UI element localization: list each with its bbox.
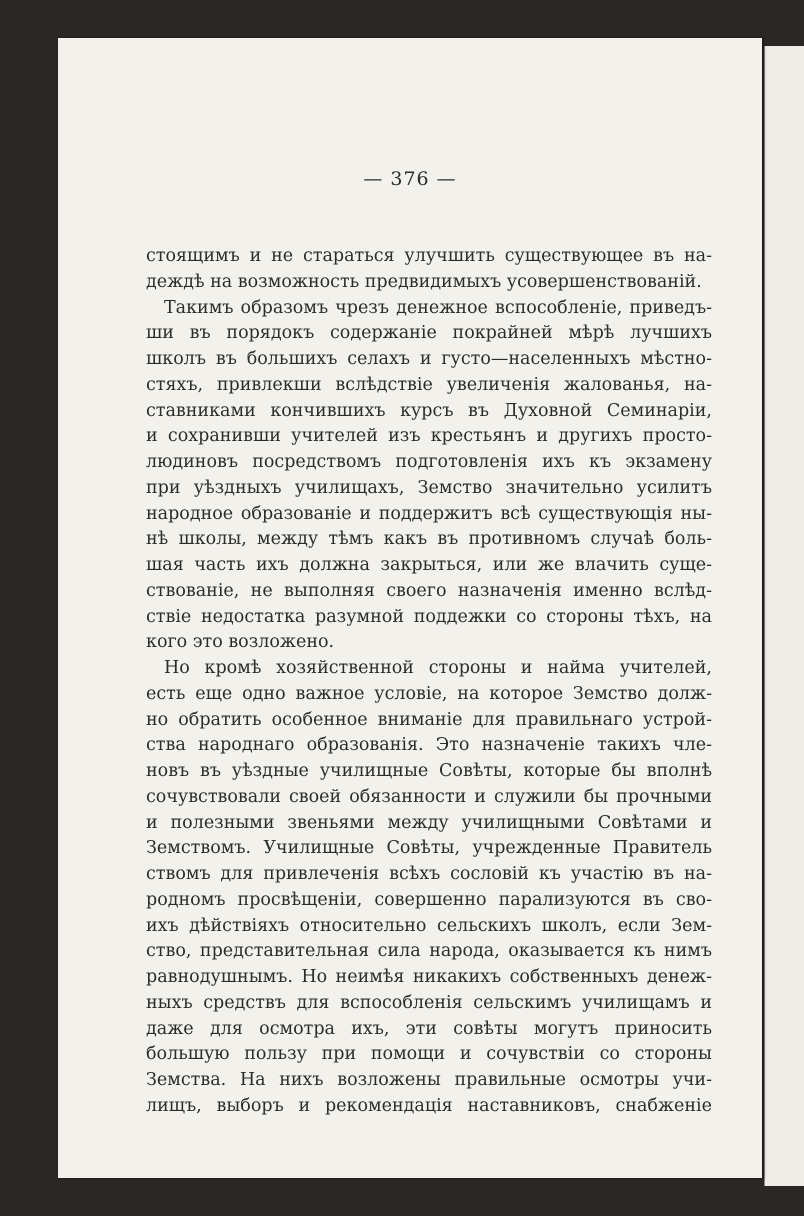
text-line: новъ въ уѣздные училищные Совѣты, которые бы вполнѣ — [146, 761, 712, 781]
text-line: и полезными звеньями между училищными Совѣтами и — [146, 812, 712, 833]
body-text — [146, 244, 712, 1120]
text-line: ставниками кончившихъ курсъ въ Духовной Семинаріи, — [146, 400, 712, 421]
adjacent-page-edge — [764, 46, 804, 1186]
text-line: деждѣ на возможность предвидимыхъ усовершенствованій. — [146, 271, 702, 292]
text-line: ши въ порядокъ содержаніе покрайней мѣрѣ лучшихъ — [146, 323, 712, 344]
text-line: ство, представительная сила народа, оказывается къ нимъ — [146, 941, 712, 962]
text-line: сочувствовали своей обязанности и служили бы прочными — [146, 786, 712, 807]
text-line: кого это возложено. — [146, 632, 335, 653]
text-line: стоящимъ и не стараться улучшить существующее въ на- — [146, 246, 712, 266]
text-line: есть еще одно важное условіе, на которое Земство долж- — [146, 683, 712, 704]
text-line: но обратить особенное вниманіе для правильнаго устрой- — [146, 709, 712, 730]
text-line: даже для осмотра ихъ, эти совѣты могутъ приносить — [146, 1018, 712, 1039]
text-line: стяхъ, привлекши вслѣдствіе увеличенія жалованья, на- — [146, 374, 712, 395]
page-number: — 376 — — [363, 168, 457, 190]
text-line: лищъ, выборъ и рекомендація наставниковъ, снабженіе — [146, 1095, 712, 1116]
text-line: большую пользу при помощи и сочувствіи со стороны — [146, 1044, 712, 1065]
text-line: ства народнаго образованія. Это назначеніе такихъ чле- — [146, 735, 712, 756]
text-line: ствомъ для привлеченія всѣхъ сословій къ участію въ на- — [146, 864, 712, 884]
text-line: Но кромѣ хозяйственной стороны и найма учителей, — [164, 658, 712, 678]
text-line: и сохранивши учителей изъ крестьянъ и другихъ просто- — [146, 426, 712, 447]
text-line: Земствомъ. Училищные Совѣты, учрежденные Правитель — [146, 838, 712, 859]
text-line: Такимъ образомъ чрезъ денежное вспособленіе, приведъ- — [164, 297, 712, 318]
text-line: ствіе недостатка разумной поддежки со стороны тѣхъ, на — [146, 606, 712, 627]
text-line: родномъ просвѣщеніи, совершенно парализуются въ сво- — [146, 889, 712, 910]
text-line: ихъ дѣйствіяхъ относительно сельскихъ школъ, если Зем- — [146, 915, 712, 936]
text-line: ныхъ средствъ для вспособленія сельскимъ училищамъ и — [146, 992, 712, 1013]
text-line: школъ въ большихъ селахъ и густо—населенныхъ мѣстно- — [146, 349, 712, 369]
book-page — [58, 38, 762, 1178]
text-line: Земства. На нихъ возложены правильные осмотры учи- — [146, 1070, 712, 1090]
text-line: людиновъ посредствомъ подготовленія ихъ къ экзамену — [146, 452, 712, 472]
text-line: при уѣздныхъ училищахъ, Земство значительно усилитъ — [146, 477, 712, 498]
text-line: ствованіе, не выполняя своего назначенія именно вслѣд- — [146, 580, 712, 601]
text-line: шая часть ихъ должна закрыться, или же влачить суще- — [146, 555, 712, 575]
text-line: нѣ школы, между тѣмъ какъ въ противномъ случаѣ боль- — [146, 529, 712, 550]
text-line: народное образованіе и поддержитъ всѣ существующія ны- — [146, 503, 712, 524]
text-line: равнодушнымъ. Но неимѣя никакихъ собственныхъ денеж- — [146, 967, 712, 987]
